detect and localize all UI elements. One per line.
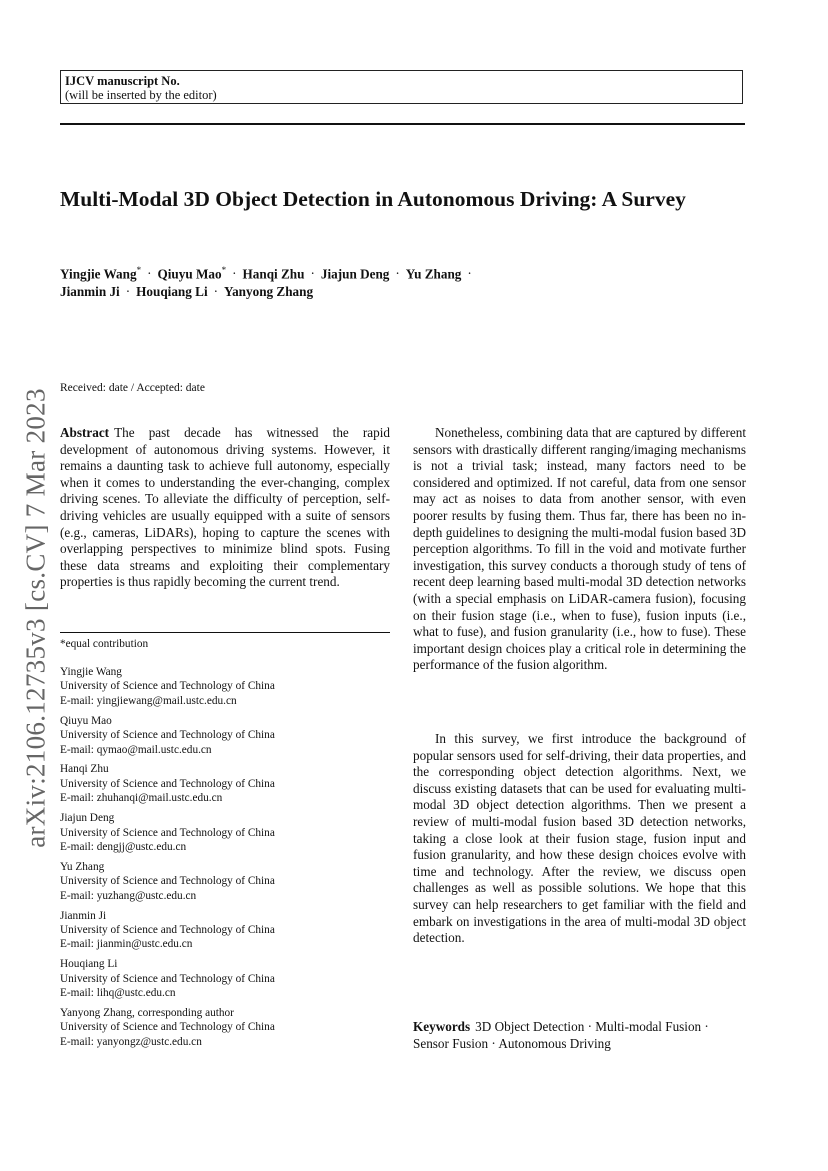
affiliation-email: E-mail: yingjiewang@mail.ustc.edu.cn bbox=[60, 694, 237, 707]
arxiv-sidebar bbox=[20, 368, 52, 868]
received-date: Received: date / Accepted: date bbox=[60, 382, 205, 394]
affiliation-name: Jiajun Deng bbox=[60, 812, 115, 825]
footnote-rule bbox=[60, 632, 390, 633]
author-list bbox=[60, 261, 750, 301]
author-name: Jianmin Ji bbox=[60, 284, 120, 300]
author-mark: * bbox=[136, 265, 142, 275]
affiliation-email: E-mail: dengjj@ustc.edu.cn bbox=[60, 840, 187, 853]
affiliation-email: E-mail: zhuhanqi@mail.ustc.edu.cn bbox=[60, 792, 223, 805]
affiliation-org: University of Science and Technology of China bbox=[60, 924, 275, 936]
affiliation-entry bbox=[60, 762, 400, 805]
affiliation-name: Qiuyu Mao bbox=[60, 714, 112, 727]
affiliation-email: E-mail: lihq@ustc.edu.cn bbox=[60, 987, 176, 1000]
affiliation-org: University of Science and Technology of China bbox=[60, 826, 275, 839]
author-separator: · bbox=[147, 266, 152, 282]
journal-header-box bbox=[60, 70, 743, 104]
affiliation-email: E-mail: qymao@mail.ustc.edu.cn bbox=[60, 743, 212, 756]
abstract-text: The past decade has witnessed the rapid development of autonomous driving systems. However, it remains a daunting task to achieve full autonomy, especially when it comes to understanding the ever-changing, complex driving scenes. To alleviate the difficulty of perception, self-driving vehicles are usually equipped with a suite of sensors (e.g., cameras, LiDARs), hoping to capture the scenes with overlapping perspectives to minimize blind spots. Fusing these data streams and exploiting their complementary properties is thus rapidly becoming the current trend. bbox=[60, 425, 390, 590]
affiliation-name: Yanyong Zhang, corresponding author bbox=[60, 1007, 234, 1020]
affiliation-entry bbox=[60, 909, 400, 952]
journal-manuscript: IJCV manuscript No. bbox=[65, 74, 180, 88]
affiliation-name: Jianmin Ji bbox=[60, 909, 107, 922]
affiliation-org: University of Science and Technology of China bbox=[60, 777, 275, 790]
affiliation-name: Yu Zhang bbox=[60, 860, 105, 873]
equal-contribution-note: *equal contribution bbox=[60, 638, 149, 650]
abstract bbox=[60, 425, 390, 591]
intro-paragraph-1: Nonetheless, combining data that are captured by different sensors with drastically different ranging/imaging mechanisms is not a trivial task; instead, many factors need to be considered and optimized. If not careful, data from one sensor may act as noises to data from another sensor, with even poorer results by fusing them. Thus far, there has been no in-depth guidelines to designing the multi-modal fusion based 3D perception algorithms. To fill in the void and motivate further investigation, this survey conducts a thorough study of tens of recent deep learning based multi-modal 3D detection networks (with a special emphasis on LiDAR-camera fusion), focusing on their fusion stage (i.e., when to fuse), fusion inputs (i.e., what to fuse), and fusion granularity (i.e., how to fuse). These important design choices play a critical role in determining the performance of the fusion algorithm. bbox=[413, 425, 746, 673]
header-rule bbox=[60, 123, 745, 125]
affiliation-entry bbox=[60, 665, 400, 708]
keywords-label: Keywords bbox=[413, 1019, 471, 1034]
paper-title: Multi-Modal 3D Object Detection in Autonomous Driving: A Survey bbox=[60, 187, 686, 211]
arxiv-id: arXiv:2106.12735v3 [cs.CV] 7 Mar 2023 bbox=[20, 388, 51, 848]
affiliation-org: University of Science and Technology of China bbox=[60, 729, 275, 742]
affiliation-entry bbox=[60, 860, 400, 903]
author-separator: · bbox=[395, 266, 400, 282]
author-name: Hanqi Zhu bbox=[242, 266, 305, 282]
keywords bbox=[413, 1018, 746, 1052]
author-name: Yu Zhang bbox=[405, 266, 462, 282]
author-mark: * bbox=[221, 265, 227, 275]
author-separator: · bbox=[232, 266, 237, 282]
affiliation-entry bbox=[60, 957, 400, 1000]
author-separator: · bbox=[310, 266, 315, 282]
affiliation-org: University of Science and Technology of China bbox=[60, 972, 275, 985]
keywords-text: 3D Object Detection · Multi-modal Fusion · Sensor Fusion · Autonomous Driving bbox=[413, 1019, 709, 1051]
author-separator: · bbox=[125, 284, 131, 300]
journal-note: (will be inserted by the editor) bbox=[65, 88, 217, 102]
intro-paragraph-2: In this survey, we first introduce the background of popular sensors used for self-driving, their data properties, and the corresponding object detection algorithms. Next, we discuss existing datasets that can be used for evaluating multi-modal 3D object detection algorithms. Then we present a review of multi-modal fusion based 3D detection networks, taking a close look at their fusion stage, fusion input and fusion granularity, and how these design choices evolve with time and technology. After the review, we discuss open challenges as well as possible solutions. We hope that this survey can help researchers to get familiar with the field and embark on investigations in the area of multi-modal 3D object detection. bbox=[413, 731, 746, 946]
affiliation-entry bbox=[60, 811, 400, 854]
author-name: Yanyong Zhang bbox=[224, 284, 314, 300]
author-separator: · bbox=[467, 266, 472, 282]
affiliation-name: Yingjie Wang bbox=[60, 666, 122, 678]
affiliation-list bbox=[60, 665, 400, 1055]
abstract-label: Abstract bbox=[60, 425, 110, 440]
affiliation-email: E-mail: yanyongz@ustc.edu.cn bbox=[60, 1035, 202, 1048]
affiliation-email: E-mail: jianmin@ustc.edu.cn bbox=[60, 938, 193, 951]
author-name: Houqiang Li bbox=[136, 284, 208, 300]
affiliation-name: Houqiang Li bbox=[60, 958, 118, 971]
author-name: Yingjie Wang bbox=[60, 266, 137, 282]
author-separator: · bbox=[213, 284, 219, 300]
affiliation-entry bbox=[60, 1006, 400, 1049]
affiliation-org: University of Science and Technology of China bbox=[60, 680, 275, 693]
affiliation-name: Hanqi Zhu bbox=[60, 763, 109, 776]
affiliation-email: E-mail: yuzhang@ustc.edu.cn bbox=[60, 889, 197, 902]
author-name: Jiajun Deng bbox=[320, 266, 390, 282]
affiliation-entry bbox=[60, 714, 400, 757]
affiliation-org: University of Science and Technology of China bbox=[60, 1021, 275, 1034]
author-name: Qiuyu Mao bbox=[157, 266, 222, 282]
affiliation-org: University of Science and Technology of China bbox=[60, 875, 275, 888]
